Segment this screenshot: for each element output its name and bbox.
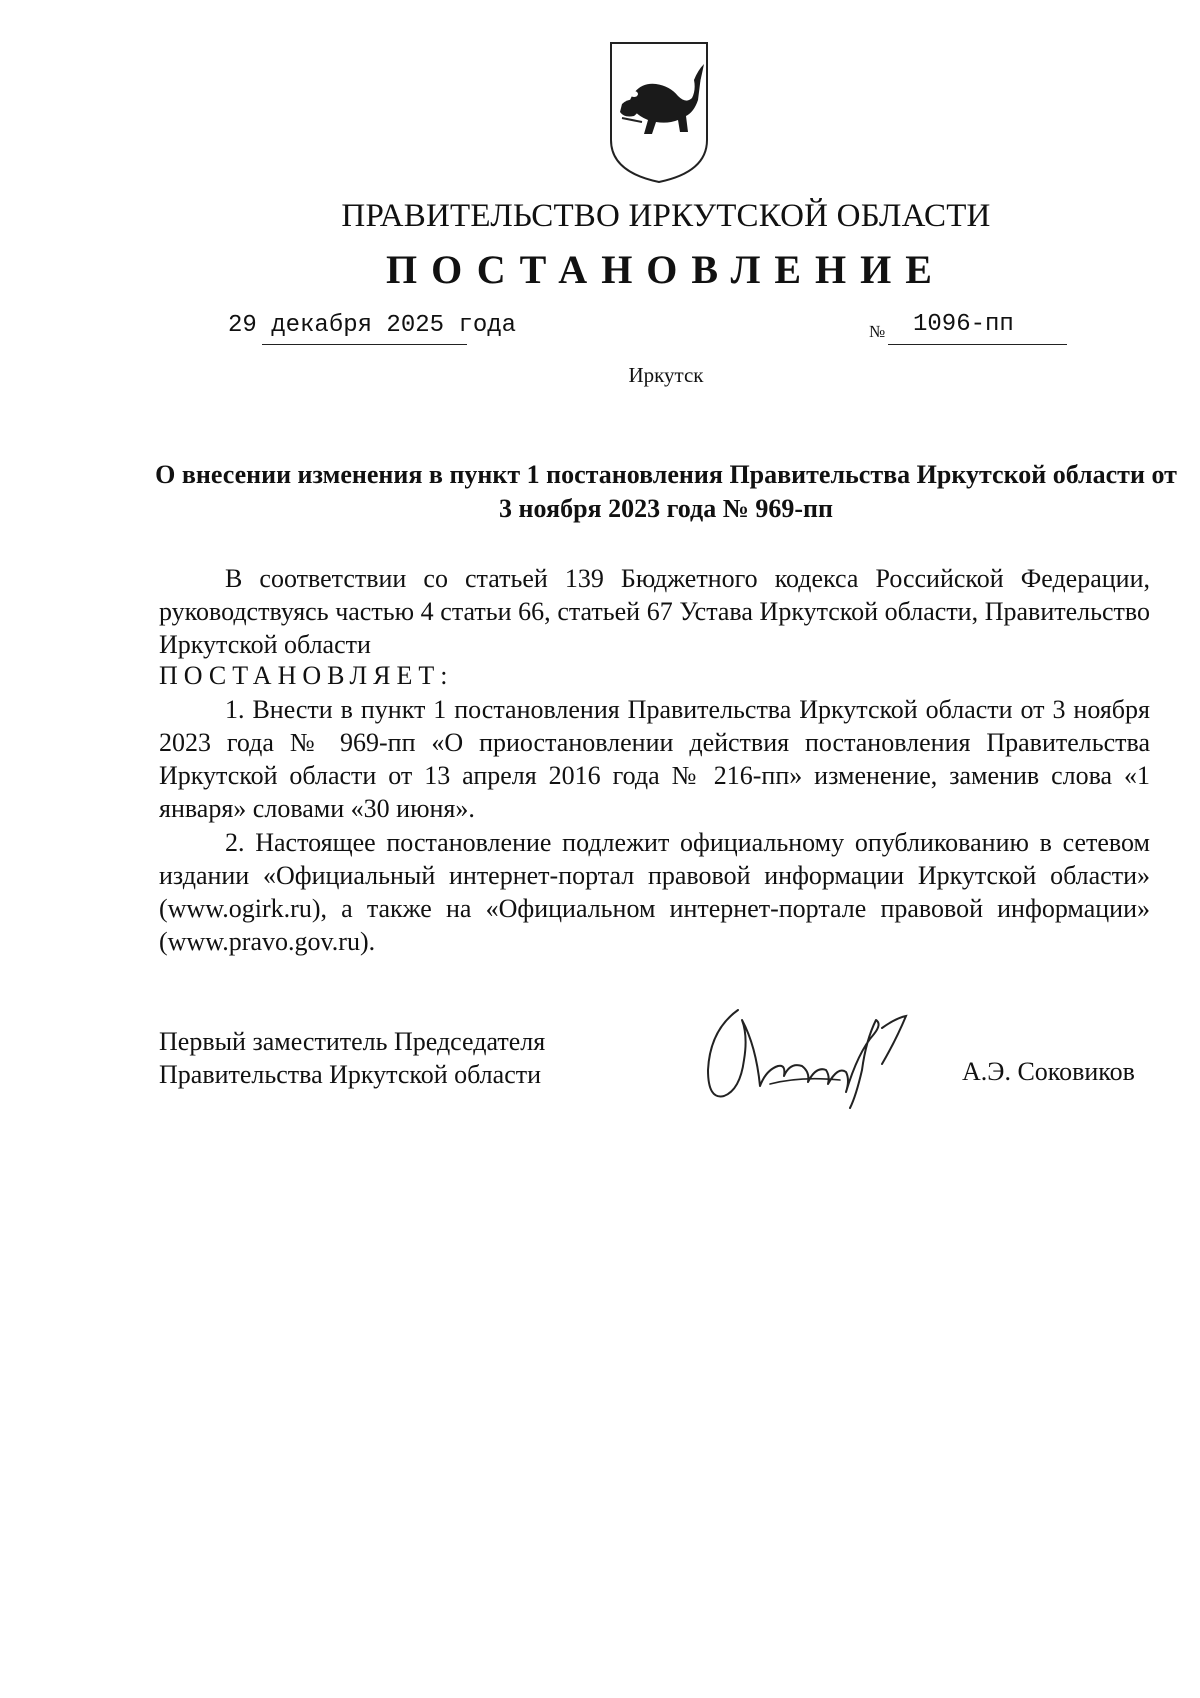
signer-position-line-2: Правительства Иркутской области (159, 1060, 542, 1089)
city: Иркутск (628, 363, 704, 387)
preamble-paragraph: В соответствии со статьей 139 Бюджетного кодекса Российской Федерации, руководствуясь частью 4 статьи 66, статьей 67 Устава Иркутской области, Правительство Иркутской области (159, 564, 1150, 659)
document-date: 29 декабря 2025 года (228, 312, 517, 339)
document-heading: О внесении изменения в пункт 1 постановления Правительства Иркутской области от 3 ноября 2023 года № 969-пп (155, 460, 1177, 523)
government-title: ПРАВИТЕЛЬСТВО ИРКУТСКОЙ ОБЛАСТИ (341, 198, 991, 234)
signer-position (159, 1025, 545, 1091)
signer-name: А.Э. Соковиков (962, 1057, 1135, 1086)
number-sign: № (869, 322, 886, 341)
document-number: 1096-пп (913, 311, 1014, 338)
coat-of-arms-icon (608, 40, 710, 185)
handwritten-signature-icon (700, 1000, 932, 1117)
item-1-paragraph: 1. Внести в пункт 1 постановления Правительства Иркутской области от 3 ноября 2023 года № 969-пп «О приостановлении действия постановления Правительства Иркутской области от 13 апреля 2016 года № 216-пп» изменение, заменив слова «1 января» словами «30 июня». (159, 695, 1150, 823)
item-2-paragraph: 2. Настоящее постановление подлежит официальному опубликованию в сетевом издании «Официальный интернет-портал правовой информации Иркутской области» (www.ogirk.ru), а также на «Официальном интернет-портале правовой информации» (www.pravo.gov.ru). (159, 828, 1150, 956)
number-underline (888, 344, 1067, 345)
resolves-word: ПОСТАНОВЛЯЕТ: (159, 661, 454, 690)
date-underline (262, 344, 467, 345)
signer-position-line-1: Первый заместитель Председателя (159, 1027, 546, 1056)
document-type: ПОСТАНОВЛЕНИЕ (386, 247, 946, 292)
